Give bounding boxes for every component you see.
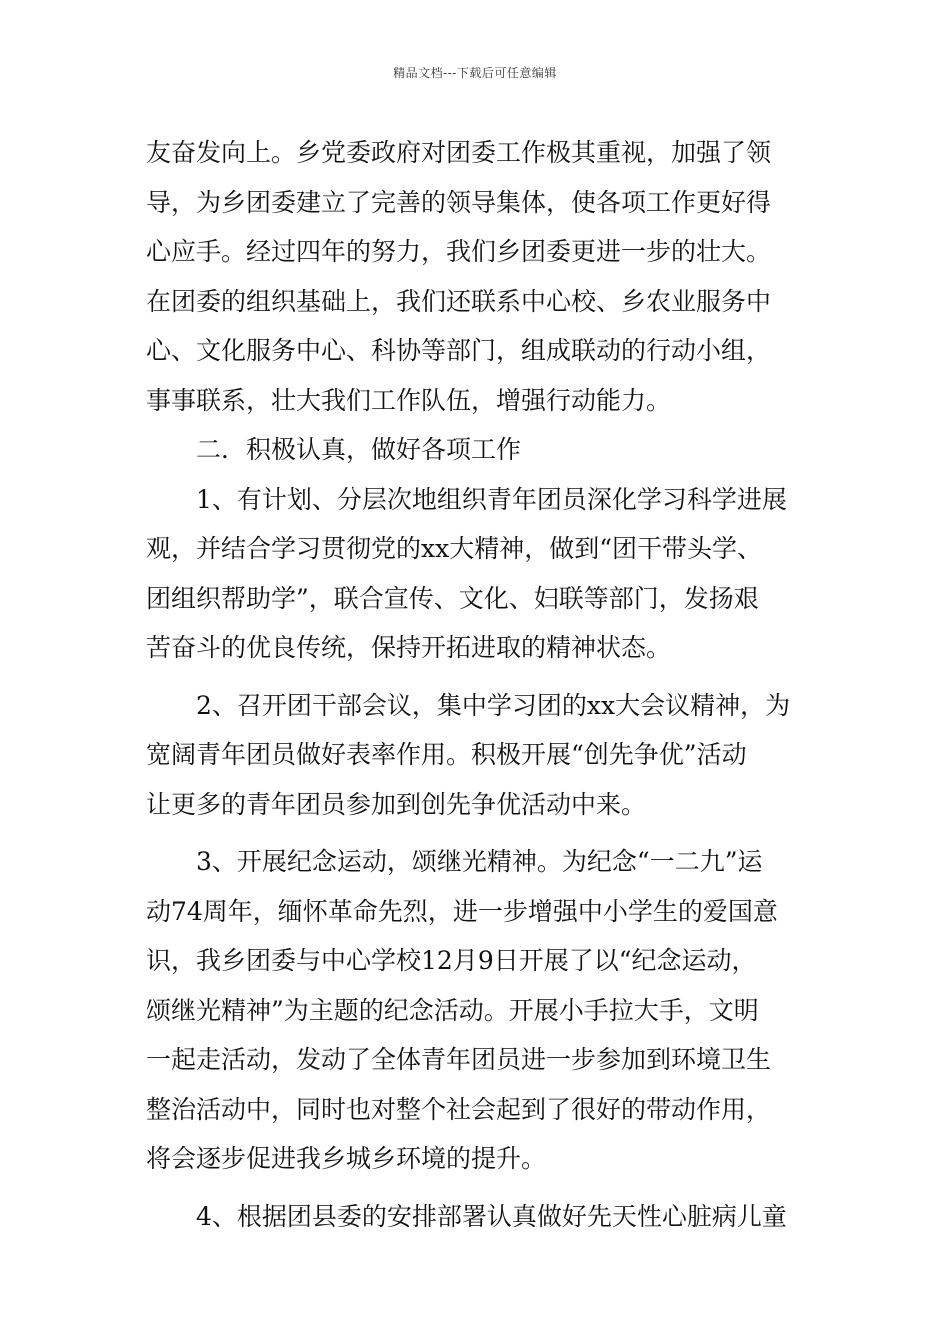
text-line: 让更多的青年团员参加到创先争优活动中来。 [146, 789, 647, 819]
text-line: 导，为乡团委建立了完善的领导集体，使各项工作更好得 [146, 187, 772, 217]
text-line: 3、开展纪念运动，颂继光精神。为纪念“一二九”运 [196, 847, 763, 876]
text-line: 2、召开团干部会议，集中学习团的xx大会议精神，为 [196, 690, 791, 720]
text-line: 识，我乡团委与中心学校12月9日开展了以“纪念运动， [146, 946, 757, 975]
text-line: 事事联系，壮大我们工作队伍，增强行动能力。 [146, 385, 672, 415]
section-heading: 二．积极认真，做好各项工作 [196, 435, 522, 464]
text-line: 一起走活动，发动了全体青年团员进一步参加到环境卫生 [146, 1045, 772, 1074]
text-line: 将会逐步促进我乡城乡环境的提升。 [146, 1144, 547, 1173]
text-line: 4、根据团县委的安排部署认真做好先天性心脏病儿童 [196, 1201, 787, 1231]
text-line: 友奋发向上。乡党委政府对团委工作极其重视，加强了领 [146, 138, 772, 167]
text-line: 观，并结合学习贯彻党的xx大精神，做到“团干带头学、 [146, 534, 762, 563]
text-line: 颂继光精神”为主题的纪念活动。开展小手拉大手，文明 [146, 995, 759, 1025]
text-line: 心、文化服务中心、科协等部门，组成联动的行动小组， [146, 336, 772, 365]
body-text [146, 128, 811, 1241]
text-line: 心应手。经过四年的努力，我们乡团委更进一步的壮大。 [146, 237, 772, 266]
text-line: 在团委的组织基础上，我们还联系中心校、乡农业服务中 [146, 286, 772, 316]
page-header: 精品文档---下载后可任意编辑 [393, 66, 557, 80]
text-line: 团组织帮助学”，联合宣传、文化、妇联等部门，发扬艰 [146, 583, 759, 613]
text-line: 宽阔青年团员做好表率作用。积极开展“创先争优”活动 [146, 740, 747, 769]
text-line: 动74周年，缅怀革命先烈，进一步增强中小学生的爱国意 [146, 896, 778, 926]
text-line: 整治活动中，同时也对整个社会起到了很好的带动作用， [146, 1094, 772, 1124]
text-line: 1、有计划、分层次地组织青年团员深化学习科学进展 [196, 484, 787, 514]
text-line: 苦奋斗的优良传统，保持开拓进取的精神状态。 [146, 633, 672, 662]
